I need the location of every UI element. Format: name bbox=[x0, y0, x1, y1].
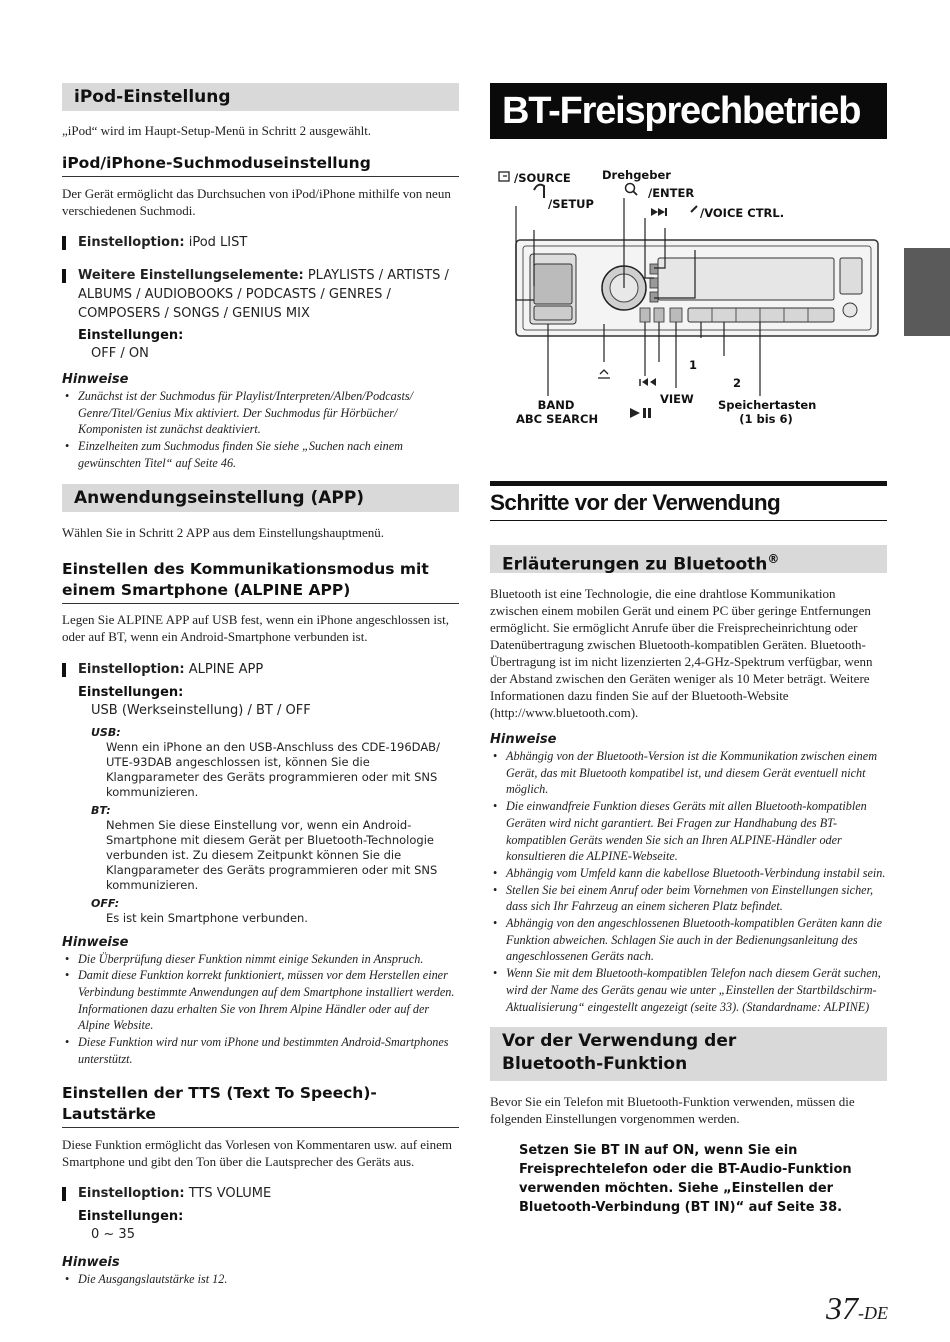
search-mode-description: Der Gerät ermöglicht das Durchsuchen von iPod/iPhone mithilfe von neun verschiedenen Suchmodi. bbox=[62, 186, 451, 218]
note-item: • Die Ausgangslautstärke ist 12. bbox=[62, 1271, 459, 1288]
option-search-mode bbox=[62, 233, 459, 252]
option-alpine-app bbox=[62, 660, 459, 679]
subheading-line: Einstellen des Kommunikationsmodus mit bbox=[62, 559, 429, 578]
notes-list-bluetooth bbox=[490, 748, 887, 1015]
notes-heading: Hinweise bbox=[490, 732, 557, 747]
note-item: • Abhängig vom Umfeld kann die kabellose Bluetooth-Verbindung instabil sein. bbox=[490, 865, 887, 882]
option-more-items bbox=[62, 266, 459, 323]
subheading-line: einem Smartphone (ALPINE APP) bbox=[62, 580, 351, 599]
heading-line: Bluetooth-Funktion bbox=[502, 1054, 688, 1075]
comm-mode-description: Legen Sie ALPINE APP auf USB fest, wenn ein iPhone angeschlossen ist, oder auf BT, wenn ein Android-Smartphone verbunden ist. bbox=[62, 611, 449, 644]
notes-heading: Hinweise bbox=[62, 934, 129, 950]
option-value: iPod LIST bbox=[188, 235, 248, 250]
notes-list-search-mode bbox=[62, 388, 459, 472]
note-heading: Hinweis bbox=[62, 1255, 120, 1271]
option-value: TTS VOLUME bbox=[188, 1186, 272, 1202]
section-heading-steps: Schritte vor der Verwendung bbox=[490, 481, 887, 521]
note-item: • Wenn Sie mit dem Bluetooth-kompatiblen Telefon nach diesem Gerät suchen, wird der Name des Geräts genau wie unter „Einstellen der Startbildschirm-Aktualisierung“ eingestellt angezeigt (seite 33). (Standardname: ALPINE) bbox=[490, 965, 887, 1015]
tts-description: Diese Funktion ermöglicht das Vorlesen von Kommentaren usw. auf einem Smartphone und gibt den Ton über die Lautsprecher des Geräts aus. bbox=[62, 1137, 453, 1170]
heading-text: Erläuterungen zu Bluetooth bbox=[502, 554, 768, 575]
settings-value: OFF / ON bbox=[91, 346, 149, 361]
notes-list-tts bbox=[62, 1271, 459, 1288]
mode-text-bt: Nehmen Sie diese Einstellung vor, wenn ein Android-Smartphone mit diesem Gerät per Bluetooth-Technologie verbunden ist. Zu diesem Zeitpunkt können Sie die Klangparameter des Geräts programmieren oder mit SNS kommunizieren. bbox=[106, 817, 438, 892]
option-label: Einstelloption: bbox=[78, 235, 185, 250]
section-heading-before-use bbox=[490, 1027, 887, 1081]
before-use-description: Bevor Sie ein Telefon mit Bluetooth-Funktion verwenden, müssen die folgenden Einstellungen vorgenommen werden. bbox=[490, 1094, 855, 1127]
label-source: /SOURCE bbox=[514, 171, 571, 185]
note-item: • Damit diese Funktion korrekt funktioniert, müssen vor dem Herstellen einer Verbindung bestimmte Anwendungen auf dem Smartphone installiert werden. Informationen dazu erhalten Sie von Ihrem Alpine Händler oder auf der Alpine Website. bbox=[62, 967, 459, 1034]
ipod-intro-text: „iPod“ wird im Haupt-Setup-Menü in Schritt 2 ausgewählt. bbox=[62, 123, 372, 138]
bluetooth-description: Bluetooth ist eine Technologie, die eine drahtlose Kommunikation zwischen einem mobilen Gerät und einem PC über geringe Entfernungen ermöglicht. Sie ermöglicht Anrufe über die Freisprecheinrichtung oder Datenübertragung zwischen Bluetooth-kompatiblen Geräten. Bluetooth-Übertragung ist im nicht lizenzierten 2,4-GHz-Spektrum verfügbar, wenn der Abstand zwischen den Geräten weniger als 10 Meter beträgt. Weitere Informationen dazu finden Sie auf der Bluetooth-Website (http://www.bluetooth.com). bbox=[490, 586, 873, 720]
instruction-bt-in: Setzen Sie BT IN auf ON, wenn Sie ein Freisprechtelefon oder die BT-Audio-Funktion verwenden möchten. Siehe „Einstellen der Bluetooth-Verbindung (BT IN)“ auf Seite 38. bbox=[519, 1143, 852, 1216]
subheading-comm-mode bbox=[62, 559, 459, 604]
mode-text-off: Es ist kein Smartphone verbunden. bbox=[106, 910, 308, 925]
label-preset-1: 1 bbox=[689, 358, 698, 372]
settings-value: 0 ~ 35 bbox=[91, 1227, 135, 1243]
notes-list-comm-mode bbox=[62, 951, 459, 1068]
mode-label-bt: BT: bbox=[91, 803, 111, 817]
note-item: • Stellen Sie bei einem Anruf oder beim Vornehmen von Einstellungen sicher, dass sich Ihr Fahrzeug an einem sicheren Platz befindet. bbox=[490, 882, 887, 915]
option-tts-volume bbox=[62, 1184, 459, 1203]
label-presets bbox=[718, 398, 817, 426]
right-column bbox=[490, 83, 887, 1217]
section-heading-app: Anwendungseinstellung (APP) bbox=[62, 484, 459, 512]
option-value: ALPINE APP bbox=[188, 661, 264, 677]
label-enter: /ENTER bbox=[648, 186, 695, 200]
note-item: • Abhängig von den angeschlossenen Bluetooth-kompatiblen Geräten kann die Funktion abweichen. Schlagen Sie auch in der Bedienungsanleitung des angeschlossenen Geräts nach. bbox=[490, 915, 887, 965]
mode-label-off: OFF: bbox=[91, 896, 120, 910]
note-item: • Einzelheiten zum Suchmodus finden Sie siehe „Suchen nach einem gewünschten Titel“ auf Seite 46. bbox=[62, 438, 459, 471]
option-label: Einstelloption: bbox=[78, 661, 185, 677]
label-rotary-encoder: Drehgeber bbox=[602, 168, 671, 182]
option-label: Weitere Einstellungselemente: bbox=[78, 268, 304, 283]
left-column bbox=[62, 83, 459, 1288]
device-diagram bbox=[490, 168, 887, 438]
label-setup: /SETUP bbox=[548, 197, 594, 211]
page-number bbox=[826, 1290, 888, 1326]
note-item: • Abhängig von der Bluetooth-Version ist die Kommunikation zwischen einem Gerät, das mit Bluetooth kompatibel ist, und diesem Gerät eventuell nicht möglich. bbox=[490, 748, 887, 798]
page-number-value: 37 bbox=[826, 1290, 858, 1326]
section-heading-bluetooth bbox=[490, 545, 887, 573]
heading-line: Vor der Verwendung der bbox=[502, 1031, 737, 1052]
subheading-search-mode: iPod/iPhone-Suchmoduseinstellung bbox=[62, 153, 459, 177]
note-item: • Zunächst ist der Suchmodus für Playlist/Interpreten/Alben/Podcasts/ Genre/Titel/Genius Mix aktiviert. Der Suchmodus für Hörbücher/ Komponisten ist zunächst deaktiviert. bbox=[62, 388, 459, 438]
settings-label: Einstellungen: bbox=[78, 1209, 184, 1225]
registered-mark: ® bbox=[767, 552, 780, 566]
label-view: VIEW bbox=[660, 392, 694, 406]
section-heading-ipod: iPod-Einstellung bbox=[62, 83, 459, 111]
note-item: • Diese Funktion wird nur vom iPhone und bestimmten Android-Smartphones unterstützt. bbox=[62, 1034, 459, 1067]
label-presets-line1: Speichertasten bbox=[718, 398, 817, 412]
label-band-search bbox=[516, 398, 599, 426]
label-presets-line2: (1 bis 6) bbox=[739, 412, 793, 426]
settings-label: Einstellungen: bbox=[78, 684, 184, 700]
option-value: PLAYLISTS / ARTISTS / ALBUMS / AUDIOBOOKS / PODCASTS / GENRES / COMPOSERS / SONGS / GENIUS MIX bbox=[78, 268, 449, 321]
chapter-side-tab bbox=[904, 248, 950, 336]
mode-label-usb: USB: bbox=[91, 725, 121, 739]
settings-label: Einstellungen: bbox=[78, 328, 184, 343]
subheading-tts: Einstellen der TTS (Text To Speech)-Lautstärke bbox=[62, 1083, 459, 1128]
settings-value: USB (Werkseinstellung) / BT / OFF bbox=[91, 702, 311, 718]
label-voice-ctrl: /VOICE CTRL. bbox=[700, 206, 785, 220]
page-number-suffix: -DE bbox=[858, 1303, 888, 1323]
note-item: • Die einwandfreie Funktion dieses Geräts mit allen Bluetooth-kompatiblen Geräten wird nicht garantiert. Bei Fragen zur Handhabung des BT-kompatiblen Geräts wenden Sie sich an Ihren ALPINE-Händler oder konsultieren die ALPINE-Webseite. bbox=[490, 798, 887, 865]
label-band: BAND bbox=[537, 398, 575, 412]
option-label: Einstelloption: bbox=[78, 1186, 185, 1202]
mode-text-usb: Wenn ein iPhone an den USB-Anschluss des CDE-196DAB/ UTE-93DAB angeschlossen ist, können Sie die Klangparameter des Geräts programmieren oder mit SNS kommunizieren. bbox=[106, 739, 440, 799]
notes-heading: Hinweise bbox=[62, 372, 129, 387]
app-intro-text: Wählen Sie in Schritt 2 APP aus dem Einstellungshauptmenü. bbox=[62, 524, 384, 540]
label-abc-search: ABC SEARCH bbox=[516, 412, 599, 426]
note-item: • Die Überprüfung dieser Funktion nimmt einige Sekunden in Anspruch. bbox=[62, 951, 459, 968]
chapter-title: BT-Freisprechbetrieb bbox=[490, 83, 887, 139]
label-preset-2: 2 bbox=[733, 376, 742, 390]
